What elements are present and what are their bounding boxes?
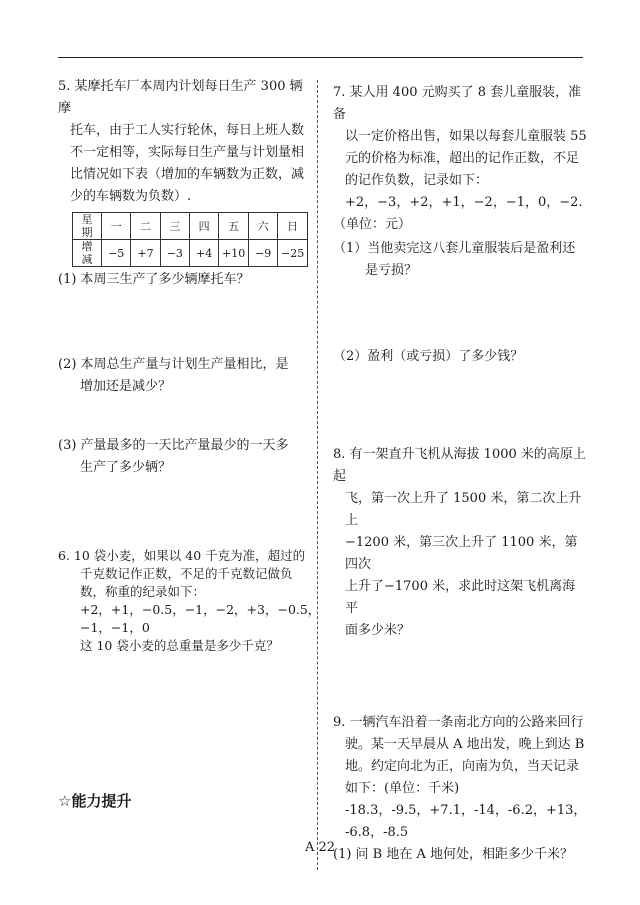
q6-line-4: +2，+1，−0.5，−1，−2，+3，−0.5， — [80, 602, 321, 617]
q6-line-1: 6. 10 袋小麦，如果以 40 千克为准，超过的 — [58, 548, 306, 563]
q5-sub-2b: 增加还是减少？ — [80, 379, 172, 394]
q5-line-1: 5. 某摩托车厂本周内计划每日生产 300 辆摩 — [58, 79, 303, 116]
table-cell: 六 — [248, 213, 277, 240]
q7-line-3: 元的价格为标准，超出的记作正数，不足 — [345, 151, 580, 166]
table-row — [73, 213, 308, 240]
table-cell: 四 — [189, 213, 218, 240]
q9-line-5: -18.3，-9.5，+7.1，-14，-6.2，+13， — [345, 803, 587, 818]
q6-line-6: 这 10 袋小麦的总重量是多少千克？ — [80, 638, 279, 653]
table-cell: −9 — [248, 240, 277, 267]
table-header-cell — [73, 240, 102, 267]
q6-line-3: 数，称重的纪录如下： — [80, 584, 206, 599]
q9-line-3: 地。约定向北为正，向南为负，当天记录 — [345, 759, 580, 774]
q8-line-1: 8. 有一架直升飞机从海拔 1000 米的高原上起 — [333, 447, 586, 484]
page-number: A 22 — [304, 840, 336, 855]
left-column — [58, 76, 321, 655]
q9-line-6: -6.8，-8.5 — [345, 825, 409, 840]
table-cell: 日 — [278, 213, 308, 240]
question-5 — [58, 76, 308, 479]
table-cell: −25 — [278, 240, 308, 267]
q9-line-2: 驶。某一天早晨从 A 地出发，晚上到达 B — [345, 737, 585, 752]
question-8 — [333, 444, 588, 642]
q7-line-4: 的记作负数，记录如下： — [345, 173, 489, 188]
table-row — [73, 240, 308, 267]
q5-line-4: 比情况如下表（增加的车辆数为正数，减 — [70, 167, 305, 182]
q5-sub-3b: 生产了多少辆？ — [80, 460, 172, 475]
table-cell: +4 — [189, 240, 218, 267]
q7-line-5: +2，−3，+2，+1，−2，−1，0，−2. — [345, 195, 583, 210]
q5-sub-2a: (2) 本周总生产量与计划生产量相比，是 — [58, 357, 289, 372]
right-column — [333, 76, 588, 866]
table-cell: +7 — [131, 240, 160, 267]
header-char: 期 — [81, 226, 93, 239]
table-cell: −3 — [160, 240, 189, 267]
q9-sub-1: (1) 问 B 地在 A 地何处，相距多少千米？ — [333, 847, 574, 862]
q5-sub-1: (1) 本周三生产了多少辆摩托车？ — [58, 272, 250, 287]
production-table — [72, 212, 308, 267]
question-6 — [58, 547, 321, 655]
q7-sub-1a: （1）当他卖完这八套儿童服装后是盈利还 — [333, 241, 576, 256]
q5-line-2: 托车，由于工人实行轮休，每日上班人数 — [70, 123, 305, 138]
question-7 — [333, 82, 588, 368]
table-cell: +10 — [219, 240, 249, 267]
q8-line-3: −1200 米，第三次上升了 1100 米，第四次 — [345, 535, 578, 572]
header-char: 星 — [81, 213, 93, 226]
q7-line-6: （单位：元） — [333, 217, 412, 232]
q6-line-5: −1，−1，0 — [80, 620, 150, 635]
table-cell: 三 — [160, 213, 189, 240]
table-cell: 二 — [131, 213, 160, 240]
table-cell: 一 — [102, 213, 131, 240]
q9-line-1: 9. 一辆汽车沿着一条南北方向的公路来回行 — [333, 715, 584, 730]
table-header-cell — [73, 213, 102, 240]
q6-line-2: 千克数记作正数，不足的千克数记做负 — [80, 566, 293, 581]
q5-line-3: 不一定相等，实际每日生产量与计划量相 — [70, 145, 305, 160]
q9-line-4: 如下：(单位：千米) — [345, 781, 460, 796]
header-rule — [58, 57, 583, 58]
q7-line-1: 7. 某人用 400 元购买了 8 套儿童服装，准备 — [333, 85, 582, 122]
table-cell: 五 — [219, 213, 249, 240]
header-char: 减 — [81, 253, 93, 266]
header-char: 增 — [81, 240, 93, 253]
q5-sub-3a: (3) 产量最多的一天比产量最少的一天多 — [58, 438, 289, 453]
section-heading: ☆能力提升 — [58, 792, 132, 810]
q8-line-5: 面多少米？ — [345, 623, 411, 638]
q8-line-4: 上升了−1700 米，求此时这架飞机离海平 — [345, 579, 576, 616]
q7-sub-1b: 是亏损？ — [365, 263, 418, 278]
q5-line-5: 少的车辆数为负数）. — [70, 189, 192, 204]
q7-line-2: 以一定价格出售，如果以每套儿童服装 55 — [345, 129, 587, 144]
column-divider — [317, 80, 318, 870]
table-cell: −5 — [102, 240, 131, 267]
q7-sub-2: （2）盈利（或亏损）了多少钱？ — [333, 349, 524, 364]
q8-line-2: 飞，第一次上升了 1500 米，第二次上升上 — [345, 491, 582, 528]
